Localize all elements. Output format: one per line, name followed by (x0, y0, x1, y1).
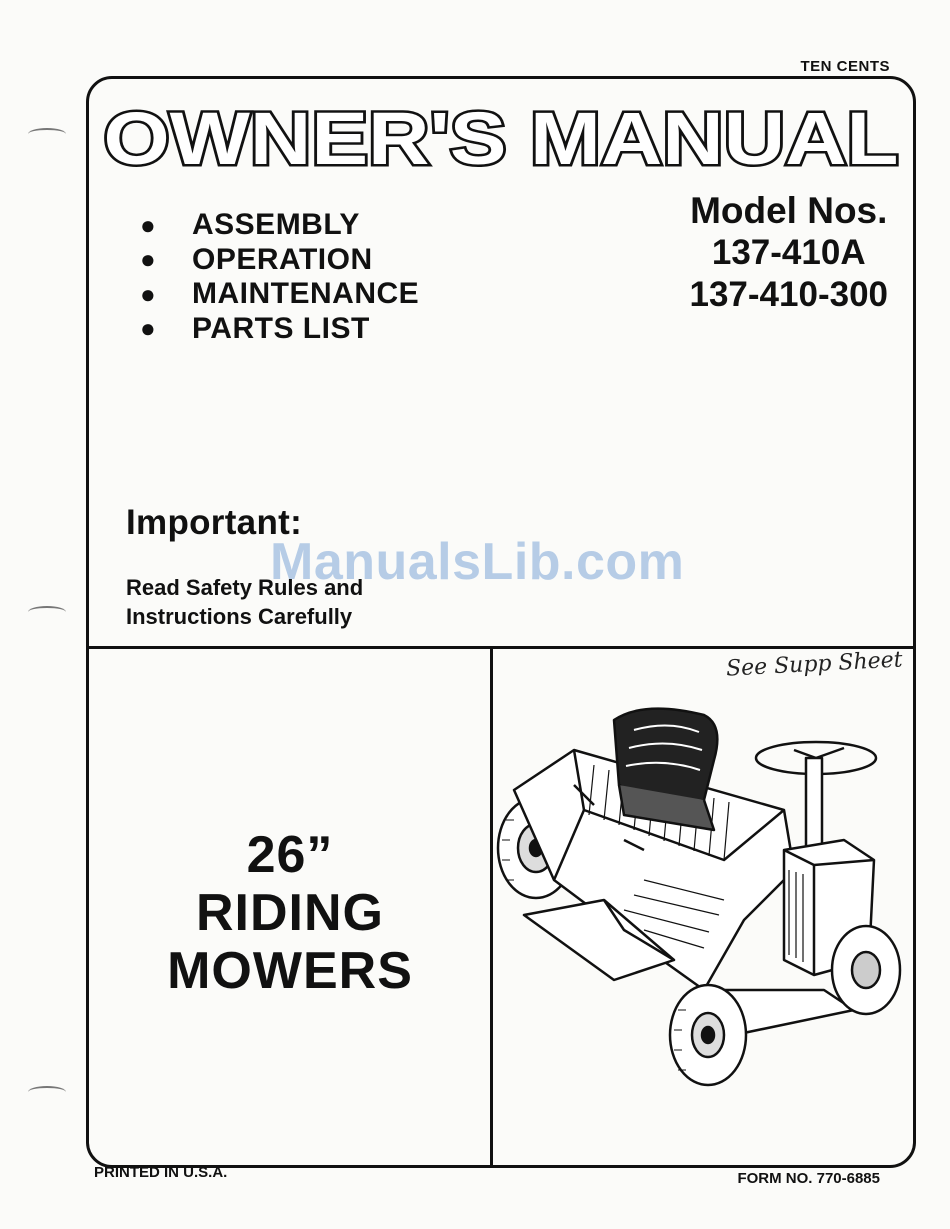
topic-list (140, 208, 419, 346)
horizontal-divider (88, 646, 914, 649)
model-number: 137-410-300 (689, 275, 888, 314)
topic-item: ● MAINTENANCE (140, 277, 420, 311)
watermark: ManualsLib.com (270, 533, 685, 591)
topic-item: ● OPERATION (140, 242, 373, 276)
model-heading: Model Nos. (690, 190, 888, 231)
model-number: 137-410A (711, 233, 866, 272)
binder-mark (28, 1086, 66, 1098)
price-label: TEN CENTS (800, 58, 890, 75)
page-title: OWNER'S MANUAL (103, 100, 899, 176)
topic-item: ● ASSEMBLY (140, 208, 360, 242)
binder-mark (28, 128, 66, 140)
product-title: 26” RIDING MOWERS (167, 826, 413, 1000)
binder-mark (28, 606, 66, 618)
safety-note: Read Safety Rules and Instructions Carefully (126, 575, 364, 629)
printed-in-label: PRINTED IN U.S.A. (94, 1164, 228, 1181)
topic-item: ● PARTS LIST (140, 311, 370, 345)
handwritten-note: See Supp Sheet (725, 647, 904, 682)
riding-mower-illustration (494, 690, 912, 1100)
model-numbers (690, 190, 889, 316)
title-banner (100, 100, 902, 176)
important-heading: Important: (126, 503, 303, 542)
vertical-divider (490, 647, 493, 1165)
form-number: FORM NO. 770-6885 (737, 1170, 880, 1187)
